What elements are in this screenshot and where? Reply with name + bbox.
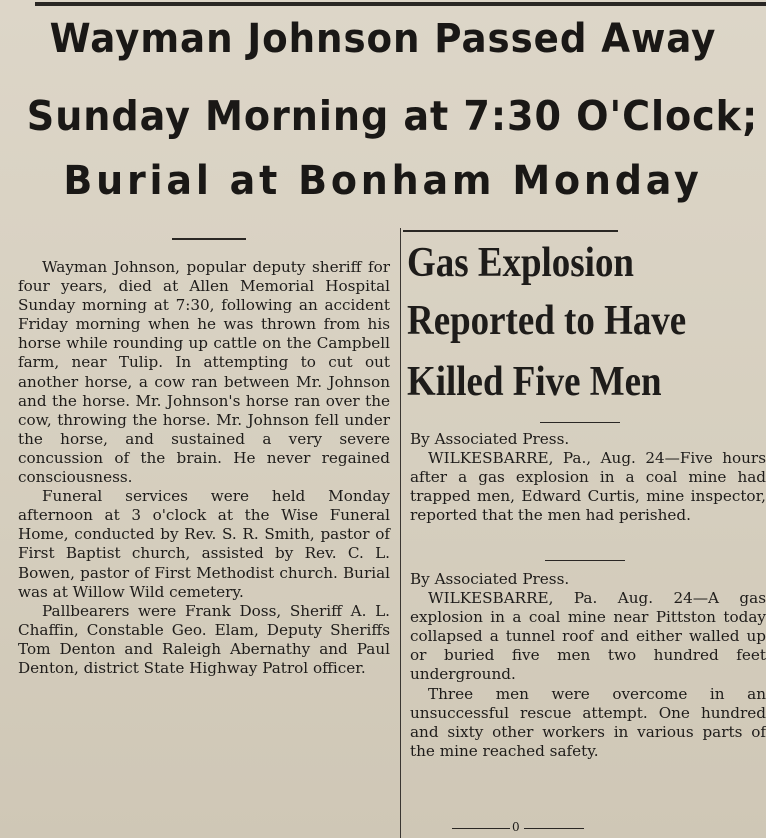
- byline: By Associated Press.: [410, 570, 570, 588]
- headline-divider: [172, 238, 246, 240]
- article-paragraph: Pallbearers were Frank Doss, Sheriff A. L. Chaffin, Constable Geo. Elam, Deputy Sheriffs Tom Denton and Raleigh Abernathy and Paul Denton, district State Highway Patrol officer.: [18, 601, 390, 677]
- article-paragraph: Wayman Johnson, popular deputy sheriff for four years, died at Allen Memorial Hospital Sunday morning at 7:30, following an accident Friday morning when he was thrown from his horse while rounding up cattle on the Campbell farm, near Tulip. In attempting to cut out another horse, a cow ran between Mr. Johnson and the horse. Mr. Johnson's horse ran over the cow, throwing the horse. Mr. Johnson fell under the horse, and sustained a very severe concussion of the brain. He never regained consciousness.: [18, 258, 390, 487]
- end-mark: 0: [512, 820, 520, 834]
- subhead-divider: [540, 422, 620, 423]
- right-column-top-rule: [403, 230, 618, 232]
- dispatch-1: [410, 430, 766, 525]
- article-paragraph: Funeral services were held Monday afternoon at 3 o'clock at the Wise Funeral Home, conducted by Rev. S. R. Smith, pastor of First Baptist church, assisted by Rev. C. L. Bowen, pastor of First Methodist church. Burial was at Willow Wild cemetery.: [18, 487, 390, 601]
- headline-line-3: Burial at Bonham Monday: [63, 158, 703, 204]
- column-divider: [400, 228, 401, 838]
- gas-explosion-headline-3: Killed Five Men: [407, 359, 662, 405]
- headline-line-2: Sunday Morning at 7:30 O'Clock;: [26, 92, 759, 140]
- byline: By Associated Press.: [410, 430, 570, 448]
- top-rule: [35, 2, 766, 6]
- dispatch-text: WILKESBARRE, Pa. Aug. 24—A gas explosion in a coal mine near Pittston today collapsed a tunnel roof and either walled up or buried five men two hundred feet underground.: [410, 589, 766, 684]
- dispatch-text: WILKESBARRE, Pa., Aug. 24—Five hours after a gas explosion in a coal mine had trapped men, Edward Curtis, mine inspector, reported that the men had perished.: [410, 449, 766, 525]
- gas-explosion-headline-2: Reported to Have: [407, 298, 687, 344]
- dispatch-divider: [545, 560, 625, 561]
- gas-explosion-headline-1: Gas Explosion: [407, 240, 634, 286]
- dispatch-text: Three men were overcome in an unsuccessful rescue attempt. One hundred and sixty other workers in various parts of the mine reached safety.: [410, 684, 766, 760]
- headline-line-1: Wayman Johnson Passed Away: [49, 16, 717, 62]
- dispatch-2: [410, 570, 766, 761]
- obituary-article: [18, 258, 390, 678]
